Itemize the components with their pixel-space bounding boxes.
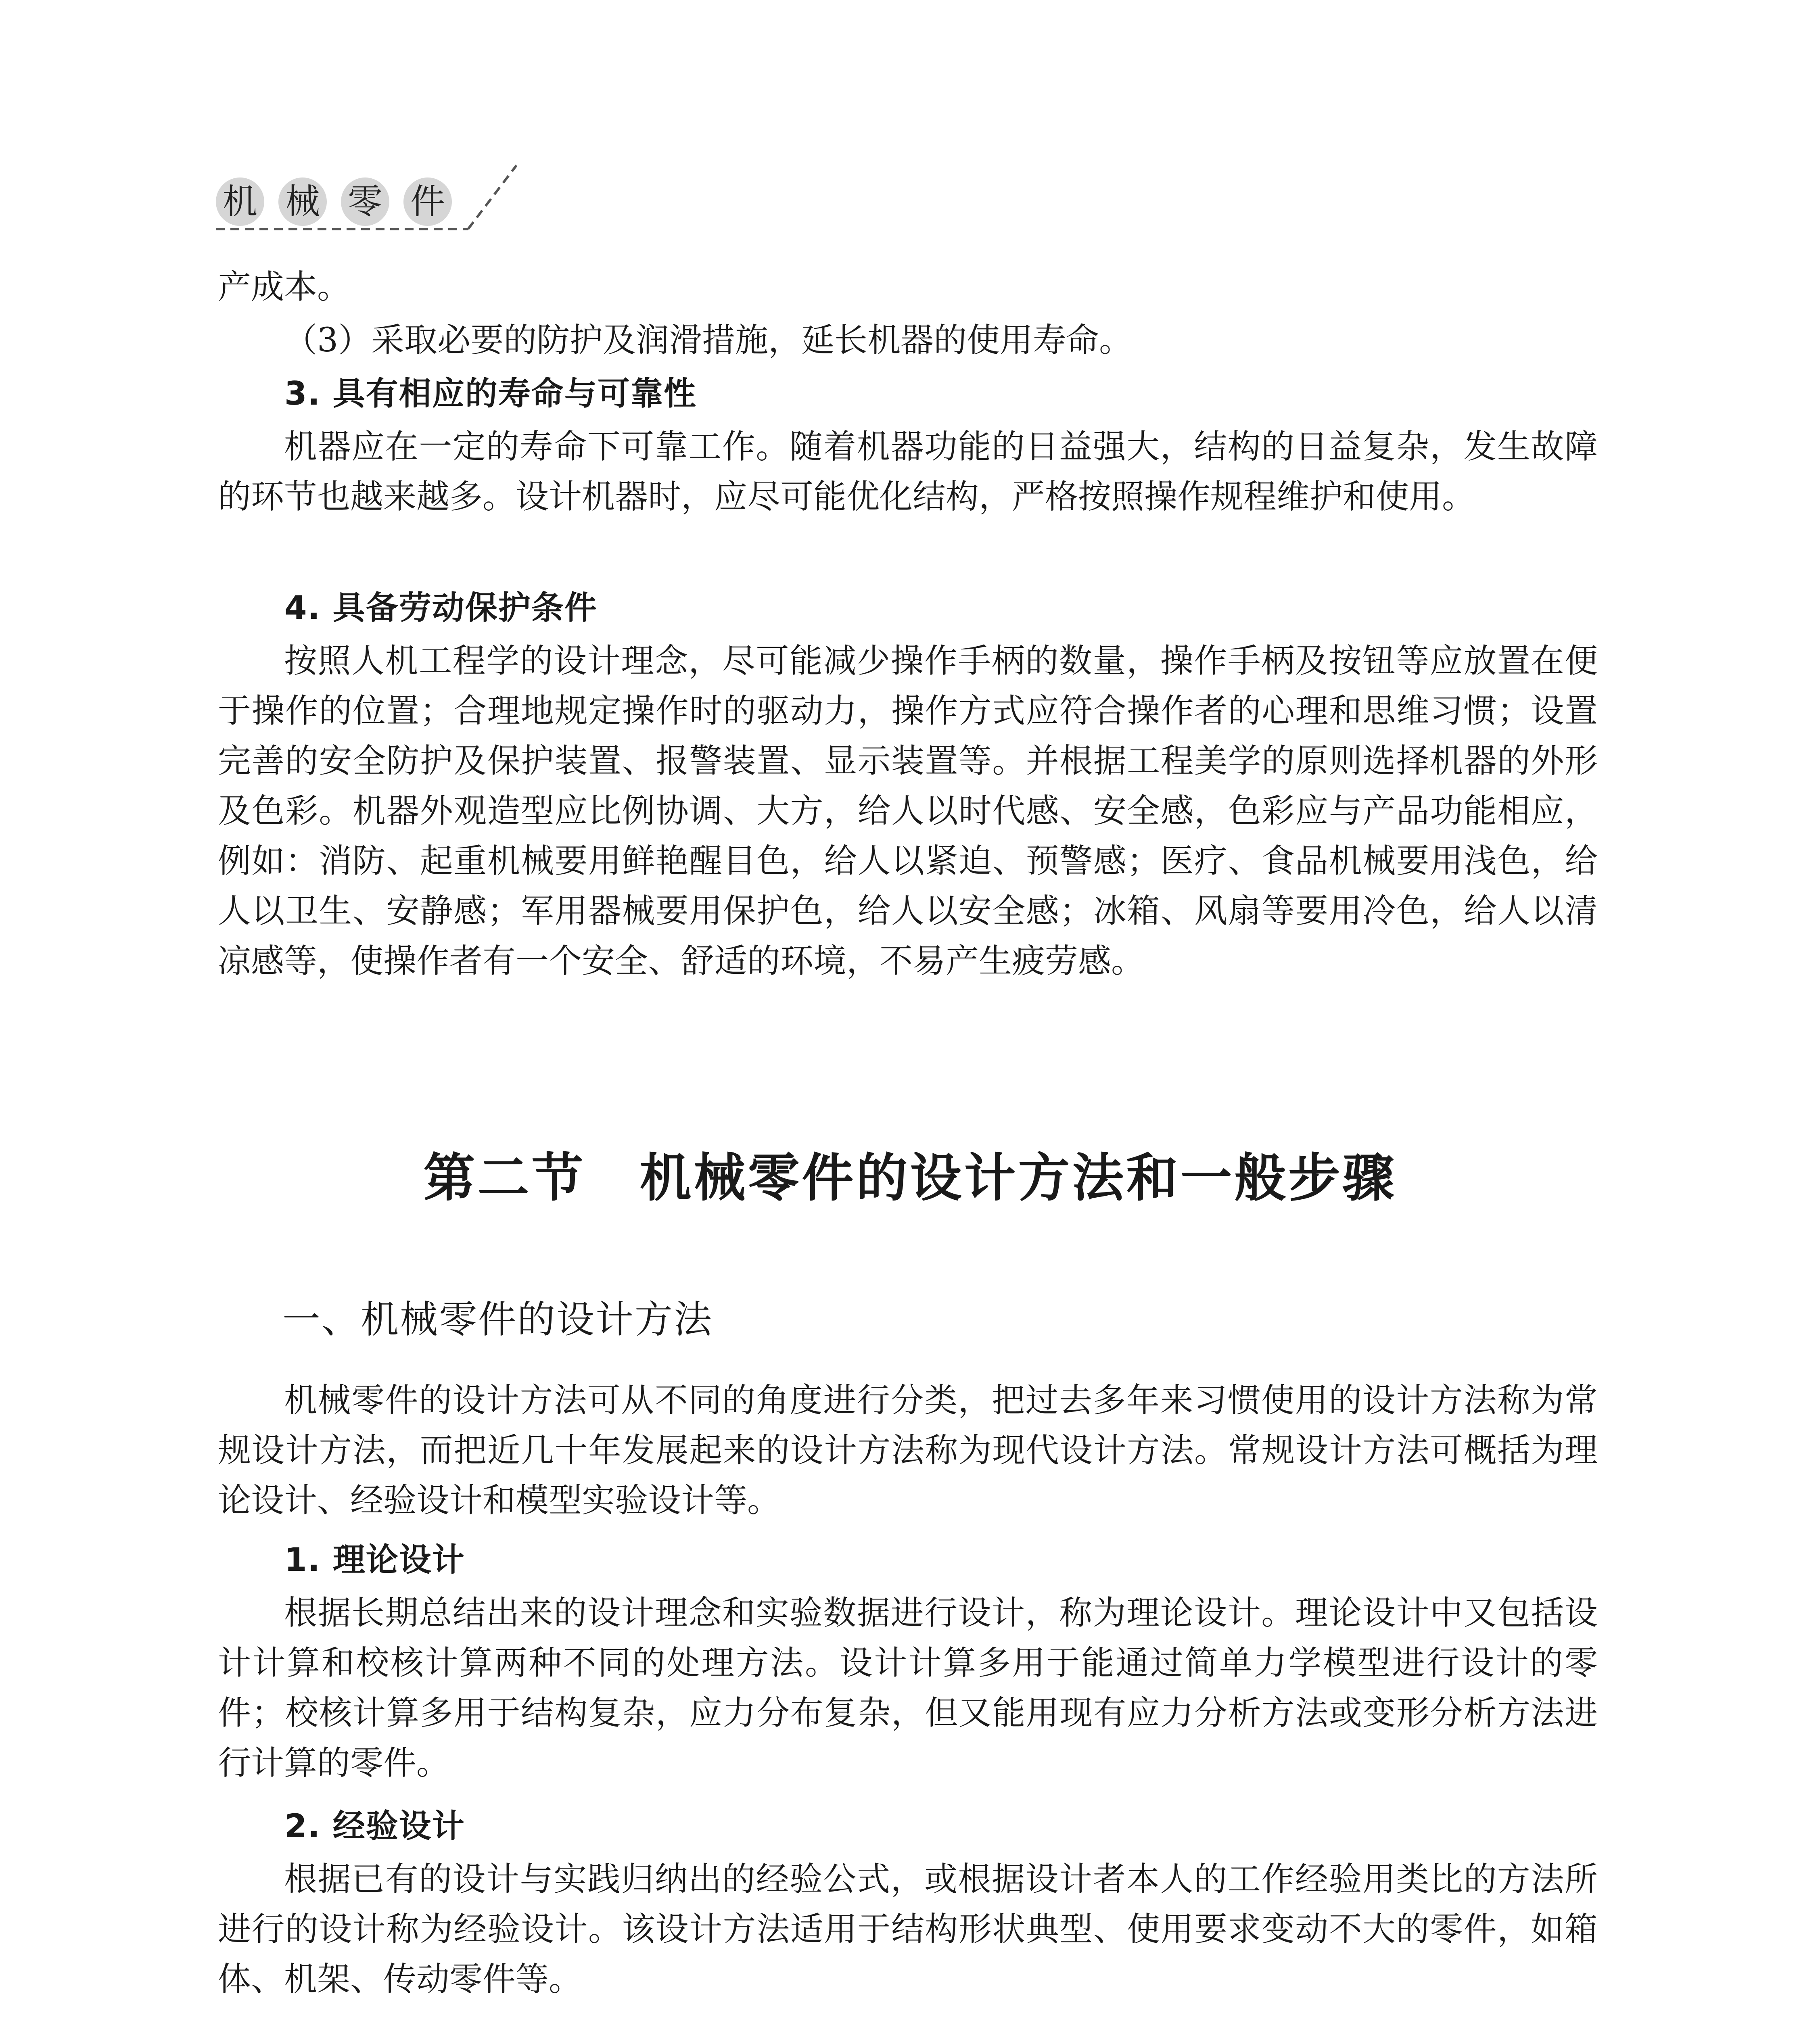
subheading-empirical-design: 2. 经验设计 <box>284 1807 465 1845</box>
paragraph-labor-protection: 按照人机工程学的设计理念，尽可能减少操作手柄的数量，操作手柄及按钮等应放置在便于操作的位置；合理地规定操作时的驱动力，操作方式应符合操作者的心理和思维习惯；设置完善的安全防护及保护装置、报警装置、显示装置等。并根据工程美学的原则选择机器的外形及色彩。机器外观造型应比例协调、大方，给人以时代感、安全感，色彩应与产品功能相应，例如：消防、起重机械要用鲜艳醒目色，给人以紧迫、预警感；医疗、食品机械要用浅色，给人以卫生、安静感；军用器械要用保护色，给人以安全感；冰箱、风扇等要用冷色，给人以清凉感等，使操作者有一个安全、舒适的环境，不易产生疲劳感。 <box>218 642 1598 980</box>
paragraph-item-3: （3）采取必要的防护及润滑措施，延长机器的使用寿命。 <box>284 321 1133 359</box>
subsection-title: 一、机械零件的设计方法 <box>282 1298 713 1342</box>
paragraph-empirical-design: 根据已有的设计与实践归纳出的经验公式，或根据设计者本人的工作经验用类比的方法所进行的设计称为经验设计。该设计方法适用于结构形状典型、使用要求变动不大的零件，如箱体、机架、传动零件等。 <box>218 1860 1598 1998</box>
subheading-theoretical-design: 1. 理论设计 <box>284 1541 465 1579</box>
subheading-model-experiment-design <box>284 2015 531 2017</box>
header-char-2: 械 <box>278 177 327 226</box>
header-rule-decoration <box>210 161 533 242</box>
paragraph-lifetime-reliability: 机器应在一定的寿命下可靠工作。随着机器功能的日益强大，结构的日益复杂，发生故障的环节也越来越多。设计机器时，应尽可能优化结构，严格按照操作规程维护和使用。 <box>218 428 1598 516</box>
subheading-labor-protection: 4. 具备劳动保护条件 <box>284 589 598 626</box>
header-char-3: 零 <box>341 177 389 226</box>
paragraph-continuation: 产成本。 <box>218 268 351 306</box>
subheading-lifetime-reliability: 3. 具有相应的寿命与可靠性 <box>284 375 697 412</box>
paragraph-design-methods-intro: 机械零件的设计方法可从不同的角度进行分类，把过去多年来习惯使用的设计方法称为常规设计方法，而把近几十年发展起来的设计方法称为现代设计方法。常规设计方法可概括为理论设计、经验设计和模型实验设计等。 <box>218 1381 1598 1520</box>
header-char-1: 机 <box>216 177 264 226</box>
header-char-4: 件 <box>403 177 452 226</box>
paragraph-theoretical-design: 根据长期总结出来的设计理念和实验数据进行设计，称为理论设计。理论设计中又包括设计计算和校核计算两种不同的处理方法。设计计算多用于能通过简单力学模型进行设计的零件；校核计算多用于结构复杂，应力分布复杂，但又能用现有应力分析方法或变形分析方法进行计算的零件。 <box>218 1594 1598 1782</box>
section-title: 第二节 机械零件的设计方法和一般步骤 <box>423 1148 1397 1208</box>
